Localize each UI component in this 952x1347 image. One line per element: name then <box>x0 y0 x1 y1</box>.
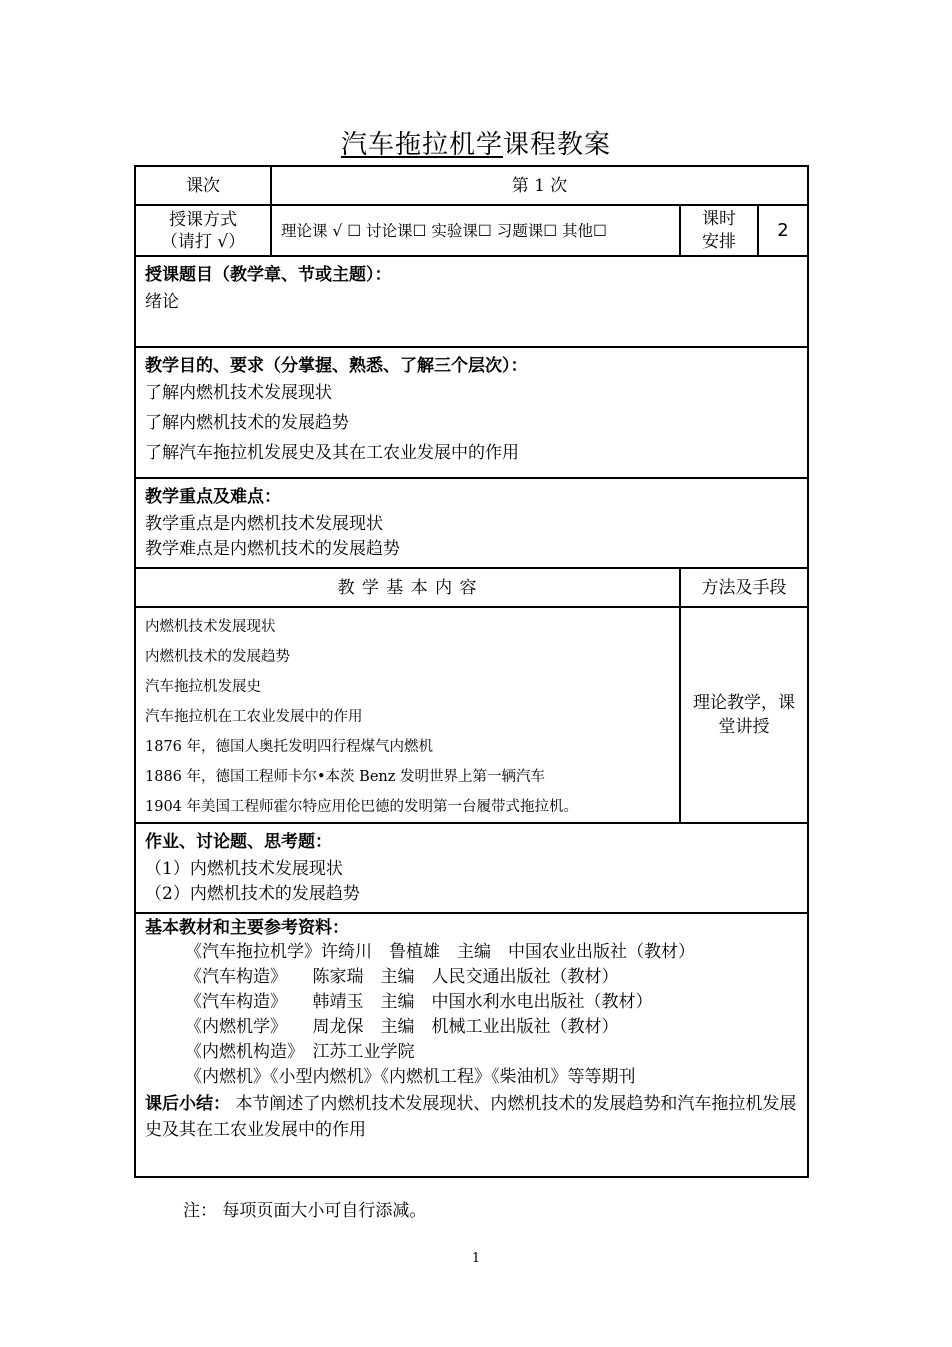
reference-line: 《汽车拖拉机学》许绮川 鲁植雄 主编 中国农业出版社（教材） <box>185 942 695 962</box>
content-header-right: 方法及手段 <box>680 568 808 607</box>
title-rest: 课程教案 <box>503 130 612 160</box>
lesson-plan-table <box>134 165 809 1178</box>
content-line: 汽车拖拉机发展史 <box>145 679 261 695</box>
page-number: 1 <box>471 1251 481 1266</box>
objectives-section <box>135 347 808 478</box>
session-row <box>135 166 808 205</box>
content-line: 内燃机技术发展现状 <box>145 619 276 635</box>
reference-line: 《汽车构造》 陈家瑞 主编 人民交通出版社（教材） <box>185 967 619 987</box>
mode-label-line2: （请打 √） <box>160 231 246 252</box>
topic-line: 绪论 <box>145 292 179 312</box>
reference-line: 《内燃机》《小型内燃机》《内燃机工程》《柴油机》等等期刊 <box>185 1067 636 1087</box>
references-heading: 基本教材和主要参考资料： <box>145 918 349 938</box>
title-underlined: 汽车拖拉机学 <box>340 130 503 160</box>
hours-value: 2 <box>758 205 808 256</box>
session-label: 课次 <box>135 166 271 205</box>
content-line: 汽车拖拉机在工农业发展中的作用 <box>145 709 363 725</box>
keypoint-line: 教学难点是内燃机技术的发展趋势 <box>145 539 400 559</box>
homework-heading: 作业、讨论题、思考题： <box>145 832 332 852</box>
objectives-row <box>135 347 808 478</box>
topic-heading: 授课题目（教学章、节或主题）： <box>145 265 392 285</box>
keypoint-line: 教学重点是内燃机技术发展现状 <box>145 514 383 534</box>
homework-line: （2）内燃机技术的发展趋势 <box>145 884 360 904</box>
references-row <box>135 913 808 1177</box>
mode-options: 理论课 √ ☐ 讨论课☐ 实验课☐ 习题课☐ 其他☐ <box>271 205 680 256</box>
content-line: 1876 年，德国人奥托发明四行程煤气内燃机 <box>145 739 434 755</box>
footer-note: 注： 每项页面大小可自行添减。 <box>183 1201 427 1221</box>
topic-row <box>135 256 808 347</box>
reference-line: 《内燃机构造》 江苏工业学院 <box>185 1042 415 1062</box>
mode-label <box>135 205 271 256</box>
content-methods: 理论教学，课堂讲授 <box>680 607 808 823</box>
keypoints-row <box>135 478 808 568</box>
content-header-row <box>135 568 808 607</box>
mode-row <box>135 205 808 256</box>
session-value: 第 1 次 <box>271 166 808 205</box>
content-header-left: 教 学 基 本 内 容 <box>135 568 680 607</box>
objective-line: 了解内燃机技术的发展趋势 <box>145 413 349 433</box>
keypoints-heading: 教学重点及难点： <box>145 487 281 507</box>
content-row <box>135 607 808 823</box>
objectives-heading: 教学目的、要求（分掌握、熟悉、了解三个层次）： <box>145 356 528 376</box>
reference-line: 《汽车构造》 韩靖玉 主编 中国水利水电出版社（教材） <box>185 992 653 1012</box>
objective-line: 了解内燃机技术发展现状 <box>145 383 332 403</box>
hours-label <box>680 205 758 256</box>
homework-section <box>135 823 808 913</box>
content-section <box>135 607 680 823</box>
summary-text: 本节阐述了内燃机技术发展现状、内燃机技术的发展趋势和汽车拖拉机发展史及其在工农业发展中的作用 <box>145 1094 797 1140</box>
mode-label-line1: 授课方式 <box>169 209 237 230</box>
objective-line: 了解汽车拖拉机发展史及其在工农业发展中的作用 <box>145 443 519 463</box>
references-section <box>135 913 808 1177</box>
reference-line: 《内燃机学》 周龙保 主编 机械工业出版社（教材） <box>185 1017 619 1037</box>
hours-label-line1: 课时 <box>702 208 736 229</box>
topic-section <box>135 256 808 347</box>
summary <box>145 1091 798 1143</box>
summary-heading: 课后小结： <box>145 1094 230 1114</box>
content-line: 1904 年美国工程师霍尔特应用伦巴德的发明第一台履带式拖拉机。 <box>145 799 579 815</box>
keypoints-section <box>135 478 808 568</box>
hours-label-line2: 安排 <box>702 231 736 252</box>
homework-row <box>135 823 808 913</box>
content-line: 1886 年，德国工程师卡尔•本茨 Benz 发明世界上第一辆汽车 <box>145 769 545 785</box>
page-title <box>0 124 952 161</box>
content-line: 内燃机技术的发展趋势 <box>145 649 290 665</box>
homework-line: （1）内燃机技术发展现状 <box>145 859 343 879</box>
